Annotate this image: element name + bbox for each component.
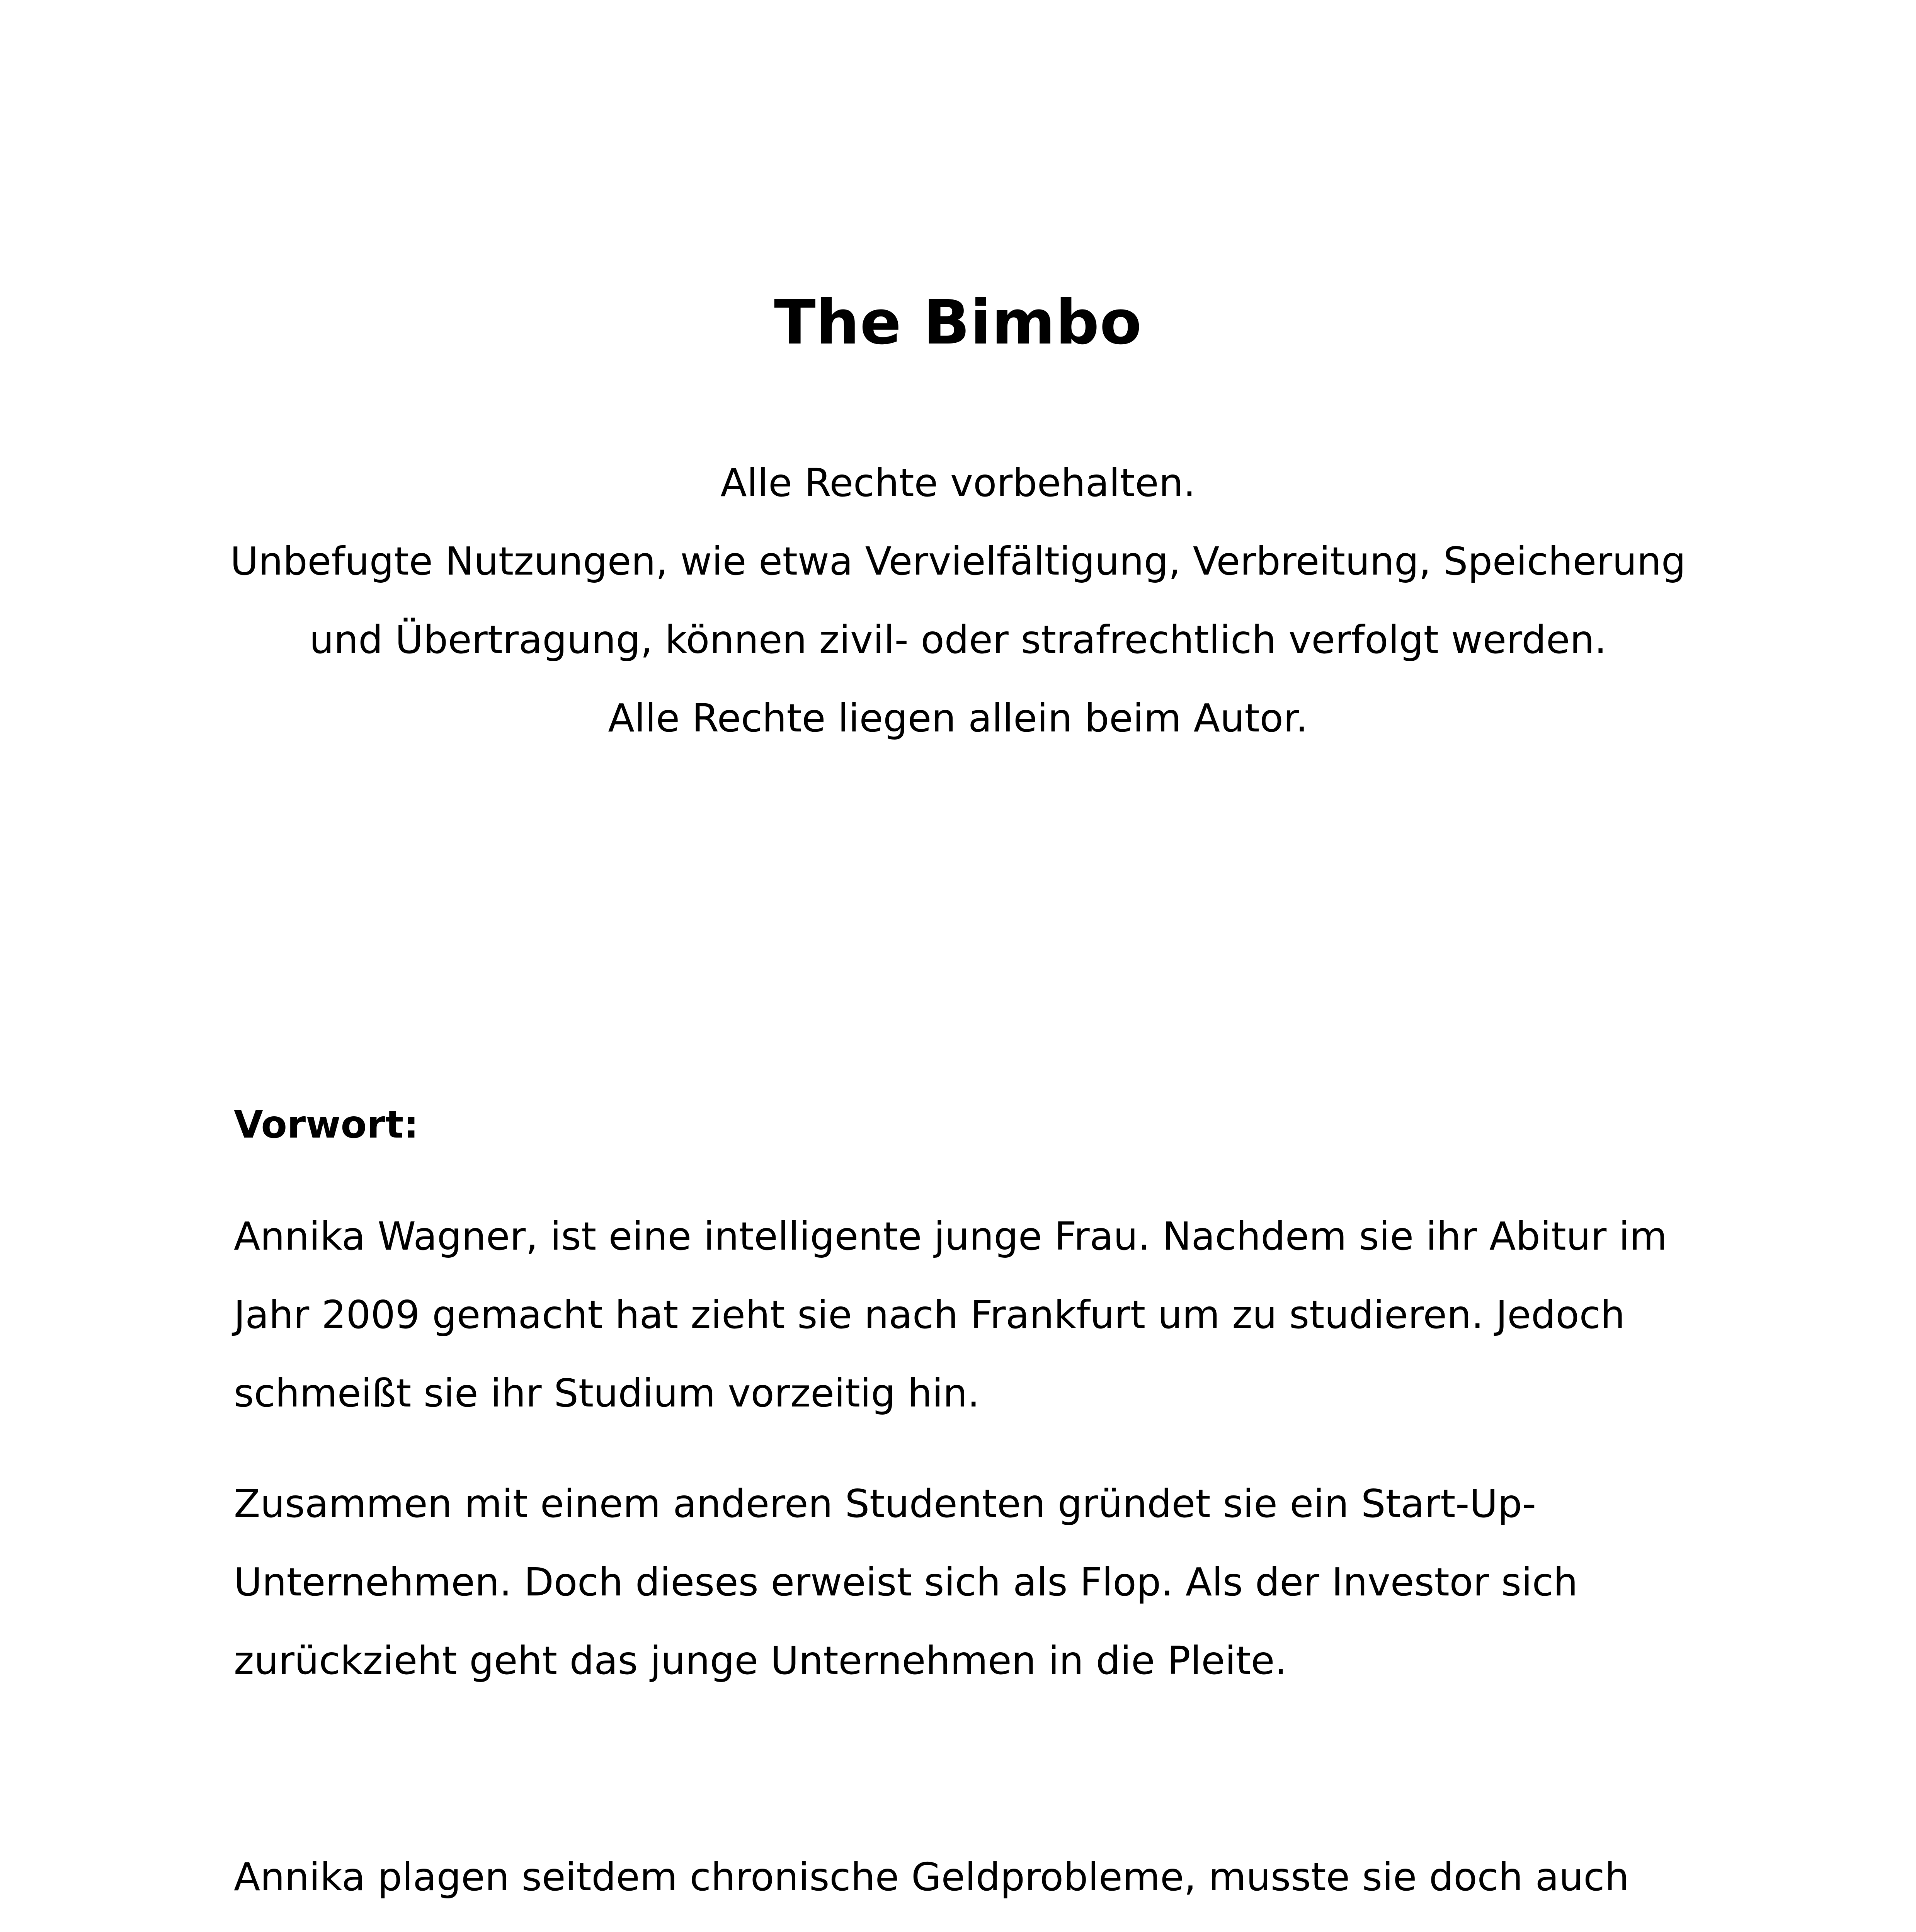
paragraph-line	[234, 1916, 1780, 1932]
preface-paragraph	[234, 1464, 1780, 1700]
copyright-line: Unbefugte Nutzungen, wie etwa Vervielfältigung, Verbreitung, Speicherung	[230, 539, 1686, 584]
paragraph-line: schmeißt sie ihr Studium vorzeitig hin.	[234, 1371, 980, 1416]
copyright-notice	[0, 444, 1916, 757]
preface-paragraph	[234, 1838, 1780, 1932]
paragraph-line: Zusammen mit einem anderen Studenten gründet sie ein Start-Up-	[234, 1481, 1537, 1526]
paragraph-line: Annika Wagner, ist eine intelligente junge Frau. Nachdem sie ihr Abitur im	[234, 1214, 1668, 1259]
preface-paragraph	[234, 1197, 1780, 1432]
paragraph-line: Jahr 2009 gemacht hat zieht sie nach Frankfurt um zu studieren. Jedoch	[234, 1292, 1625, 1337]
document-title: The Bimbo	[774, 287, 1142, 358]
preface-heading: Vorwort:	[234, 1103, 419, 1147]
paragraph-line: Unternehmen. Doch dieses erweist sich als Flop. Als der Investor sich	[234, 1560, 1578, 1605]
copyright-line: Alle Rechte vorbehalten.	[720, 460, 1196, 505]
paragraph-line: Annika plagen seitdem chronische Geldprobleme, musste sie doch auch	[234, 1854, 1629, 1900]
paragraph-line: zurückzieht geht das junge Unternehmen in die Pleite.	[234, 1638, 1287, 1683]
copyright-line: und Übertragung, können zivil- oder strafrechtlich verfolgt werden.	[309, 617, 1607, 662]
copyright-line: Alle Rechte liegen allein beim Autor.	[608, 696, 1308, 741]
